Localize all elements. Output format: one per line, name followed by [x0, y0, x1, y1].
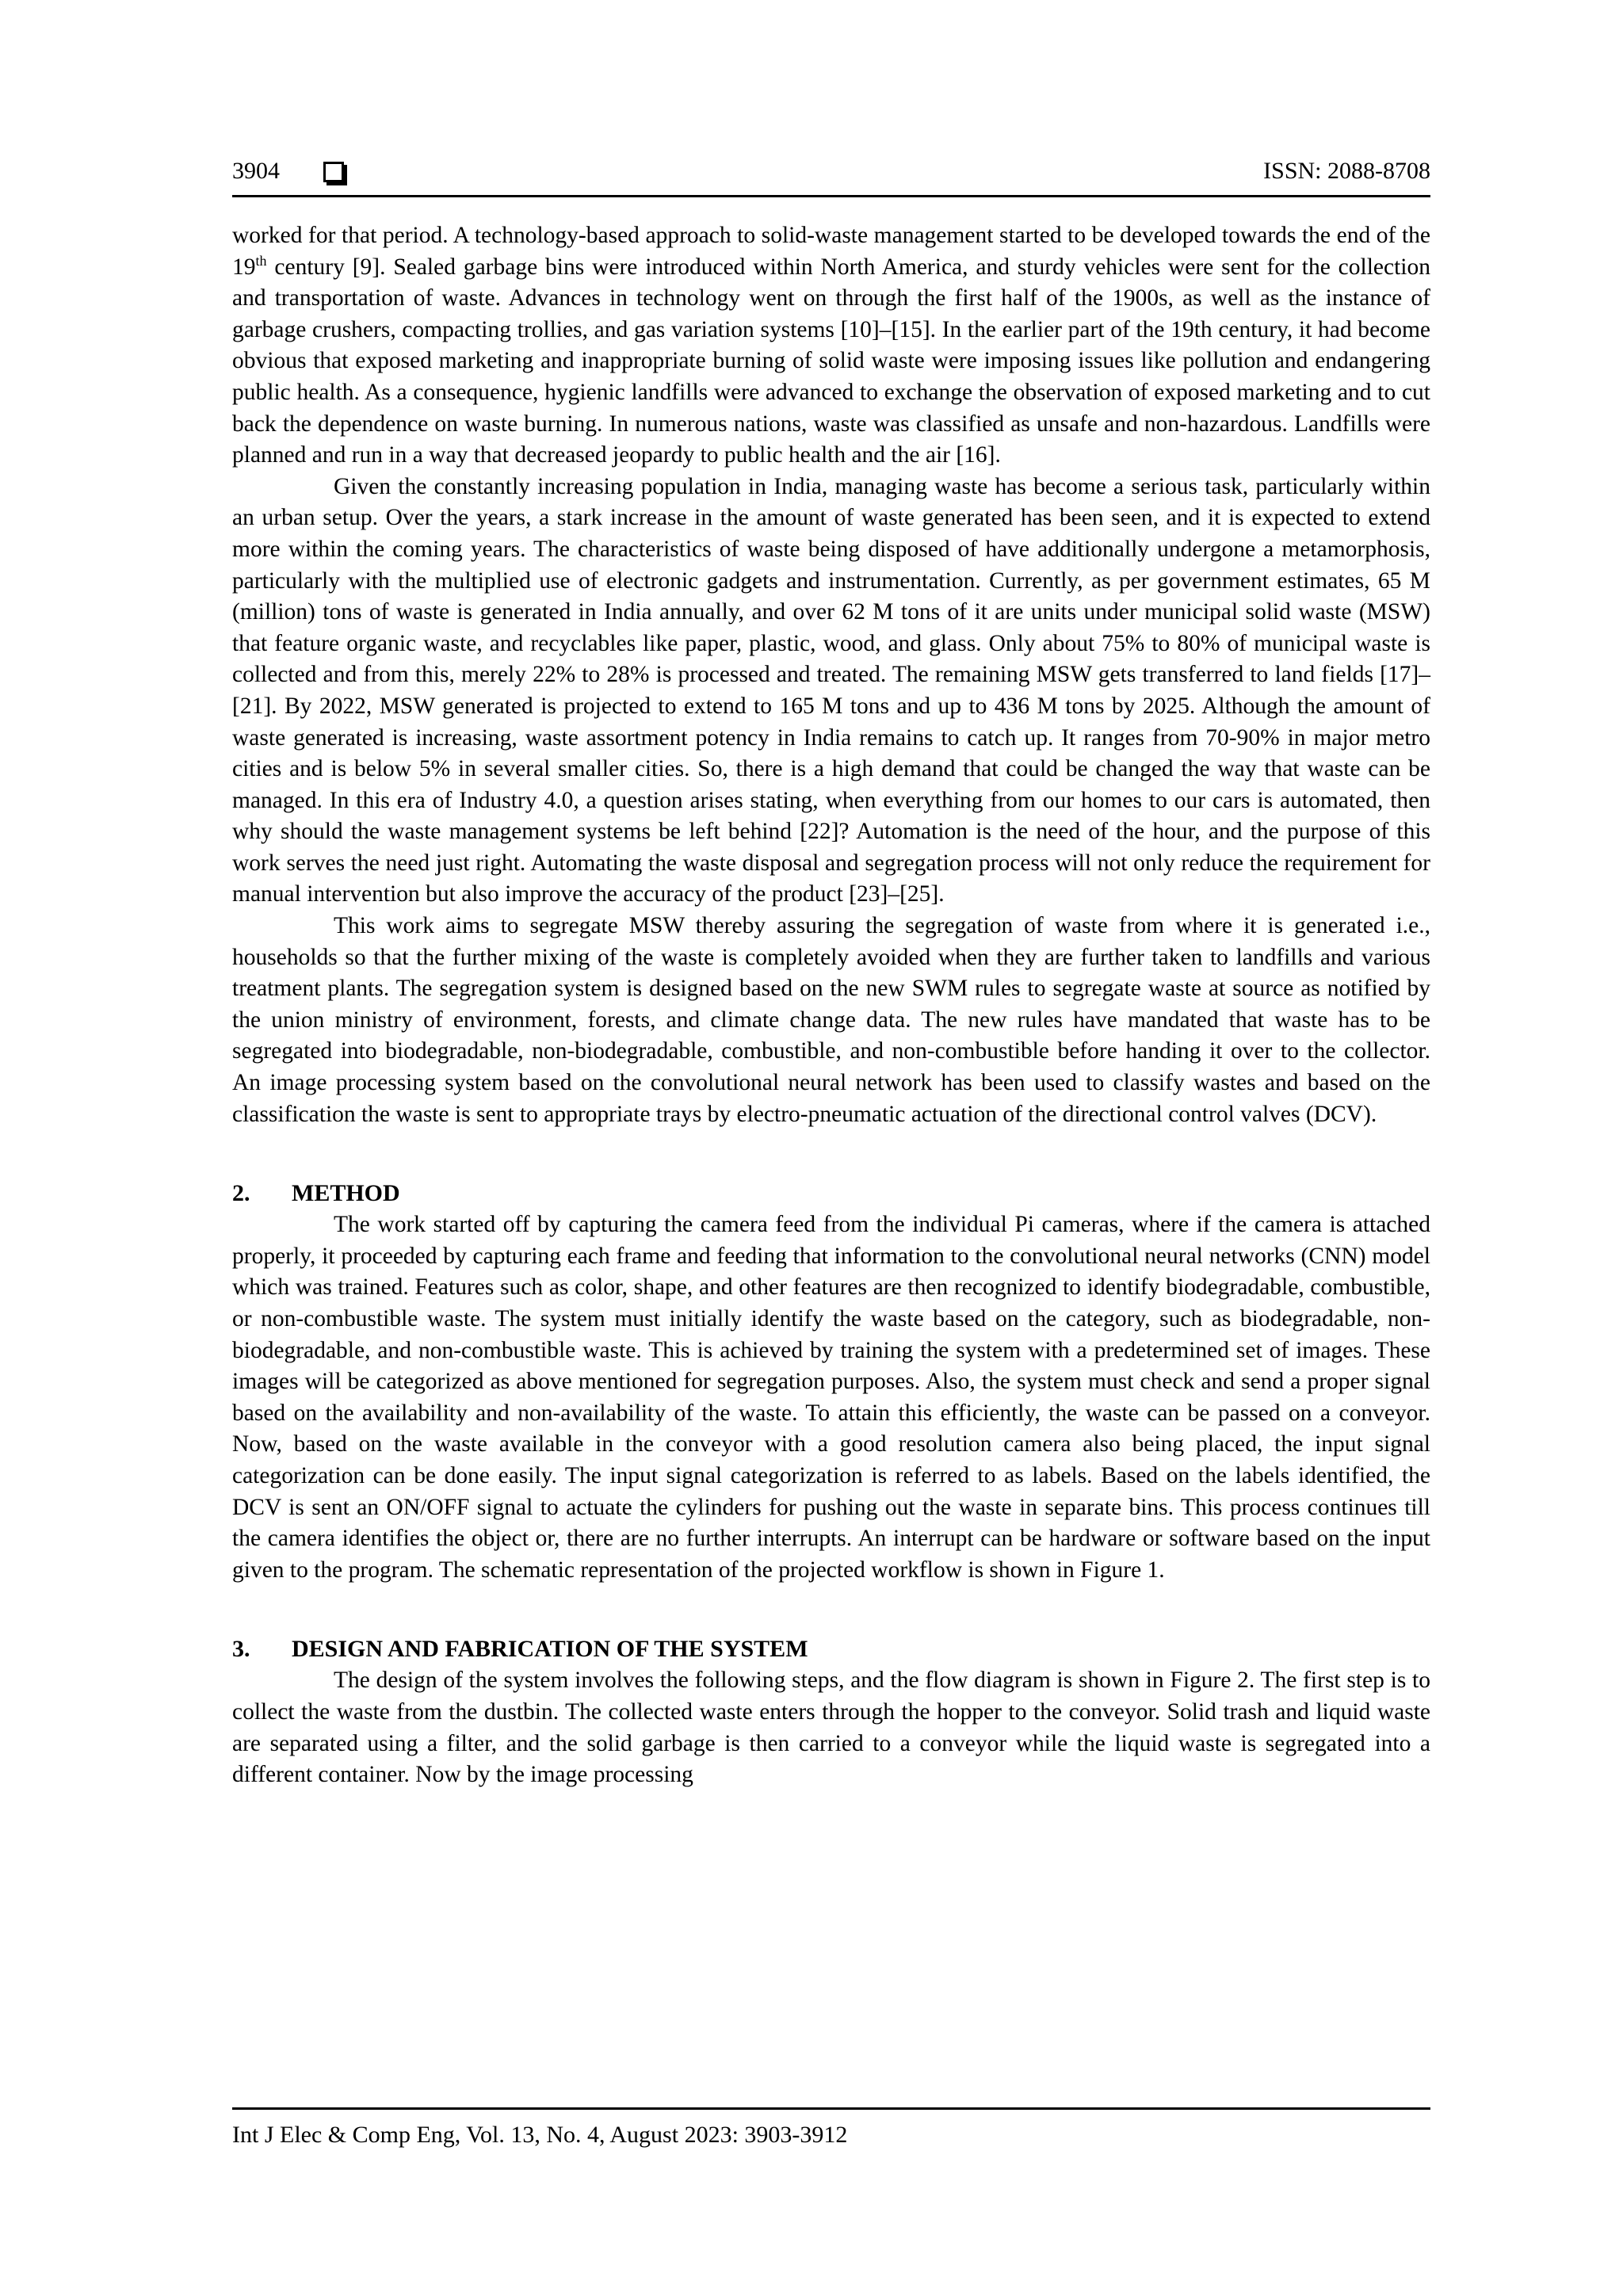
- page-footer: [232, 2107, 1430, 2151]
- page-header: [232, 155, 1430, 197]
- paragraph: Given the constantly increasing population in India, managing waste has become a serious task, particularly within an urban setup. Over the years, a stark increase in the amount of waste generated has been seen, and it is expected to extend more within the coming years. The characteristics of waste being disposed of have additionally undergone a metamorphosis, particularly with the multiplied use of electronic gadgets and instrumentation. Currently, as per government estimates, 65 M (million) tons of waste is generated in India annually, and over 62 M tons of it are units under municipal solid waste (MSW) that feature organic waste, and recyclables like paper, plastic, wood, and glass. Only about 75% to 80% of municipal waste is collected and from this, merely 22% to 28% is processed and treated. The remaining MSW gets transferred to land fields [17]–[21]. By 2022, MSW generated is projected to extend to 165 M tons and up to 436 M tons by 2025. Although the amount of waste generated is increasing, waste assortment potency in India remains to catch up. It ranges from 70-90% in major metro cities and is below 5% in several smaller cities. So, there is a high demand that could be changed the way that waste can be managed. In this era of Industry 4.0, a question arises stating, when everything from our homes to our cars is automated, then why should the waste management systems be left behind [22]? Automation is the need of the hour, and the purpose of this work serves the need just right. Automating the waste disposal and segregation process will not only reduce the requirement for manual intervention but also improve the accuracy of the product [23]–[25].: [232, 473, 1430, 907]
- section-spacer: [232, 1130, 1430, 1178]
- superscript: th: [255, 252, 267, 269]
- issn-label: ISSN: 2088-8708: [1263, 158, 1430, 184]
- paragraph: This work aims to segregate MSW thereby assuring the segregation of waste from where it is generated i.e., households so that the further mixing of the waste is completely avoided when they are further taken to landfills and various treatment plants. The segregation system is designed based on the new SWM rules to segregate waste at source as notified by the union ministry of environment, forests, and climate change data. The new rules have mandated that waste has to be segregated into biodegradable, non-biodegradable, combustible, and non-combustible before handing it over to the collector. An image processing system based on the convolutional neural network has been used to classify wastes and based on the classification the waste is sent to appropriate trays by electro-pneumatic actuation of the directional control valves (DCV).: [232, 913, 1430, 1127]
- paragraph: The work started off by capturing the camera feed from the individual Pi cameras, where if the camera is attached properly, it proceeded by capturing each frame and feeding that information to the convolutional neural networks (CNN) model which was trained. Features such as color, shape, and other features are then recognized to identify biodegradable, combustible, or non-combustible waste. The system must initially identify the waste based on the category, such as biodegradable, non-biodegradable, and non-combustible waste. This is achieved by training the system with a predetermined set of images. These images will be categorized as above mentioned for segregation purposes. Also, the system must check and send a proper signal based on the availability and non-availability of the waste. To attain this efficiently, the waste can be passed on a conveyor. Now, based on the waste available in the conveyor with a good resolution camera also being placed, the input signal categorization can be done easily. The input signal categorization is referred to as labels. Based on the labels identified, the DCV is sent an ON/OFF signal to actuate the cylinders for pushing out the waste in separate bins. This process continues till the camera identifies the object or, there are no further interrupts. An interrupt can be hardware or software based on the input given to the program. The schematic representation of the projected workflow is shown in Figure 1.: [232, 1212, 1430, 1583]
- section-heading-design: 3. DESIGN AND FABRICATION OF THE SYSTEM: [232, 1636, 808, 1663]
- ballot-box-icon: [323, 162, 344, 182]
- body-text: [232, 220, 1430, 1791]
- paragraph: The design of the system involves the following steps, and the flow diagram is shown in Figure 2. The first step is to collect the waste from the dustbin. The collected waste enters through the hopper to the conveyor. Solid trash and liquid waste are separated using a filter, and the solid garbage is then carried to a conveyor while the liquid waste is segregated into a different container. Now by the image processing: [232, 1668, 1430, 1788]
- page-number: 3904: [232, 158, 280, 184]
- journal-citation: Int J Elec & Comp Eng, Vol. 13, No. 4, August 2023: 3903-3912: [232, 2122, 848, 2148]
- section-spacer: [232, 1586, 1430, 1633]
- paragraph-continuation: worked for that period. A technology-based approach to solid-waste management started to be developed towards the end of the 19th century [9]. Sealed garbage bins were introduced within North America, and sturdy vehicles were sent for the collection and transportation of waste. Advances in technology went on through the first half of the 1900s, as well as the instance of garbage crushers, compacting trollies, and gas variation systems [10]–[15]. In the earlier part of the 19th century, it had become obvious that exposed marketing and inappropriate burning of solid waste were imposing issues like pollution and endangering public health. As a consequence, hygienic landfills were advanced to exchange the observation of exposed marketing and to cut back the dependence on waste burning. In numerous nations, waste was classified as unsafe and non-hazardous. Landfills were planned and run in a way that decreased jeopardy to public health and the air [16].: [232, 223, 1430, 468]
- section-heading-method: 2. METHOD: [232, 1180, 400, 1207]
